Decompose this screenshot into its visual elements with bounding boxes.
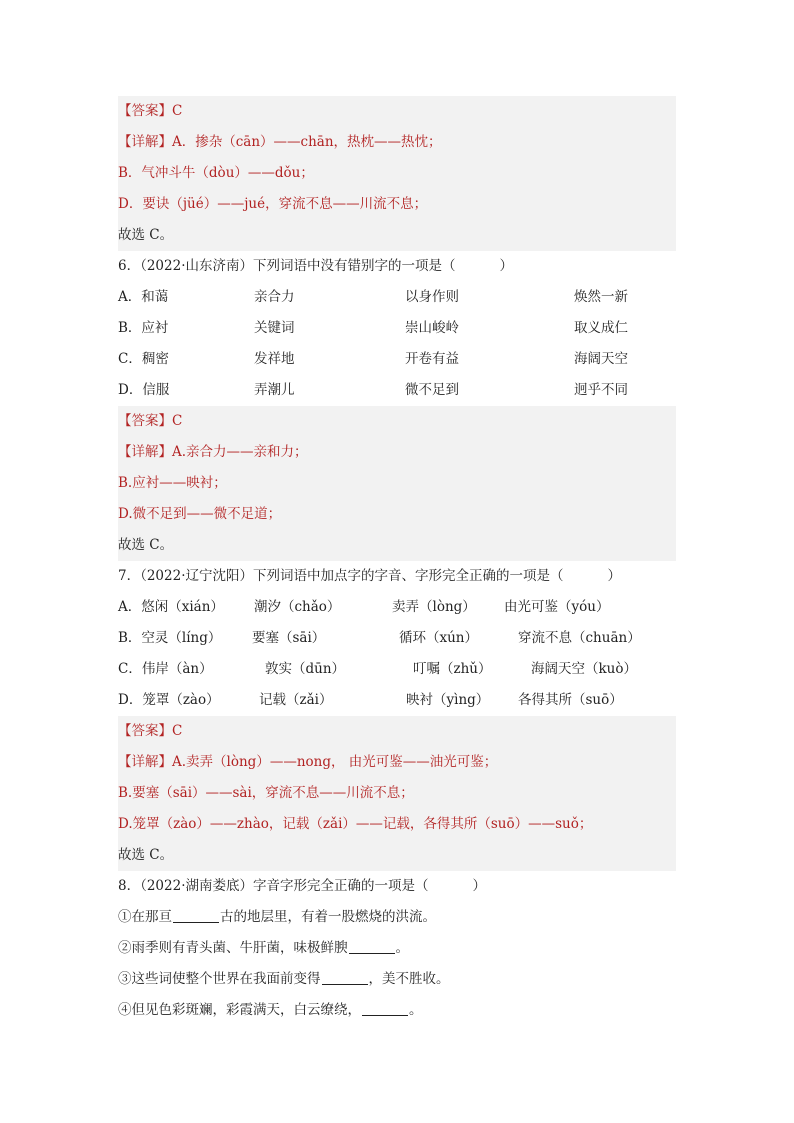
conclusion-text: 故选 C。	[118, 227, 174, 243]
q6-option-row	[118, 375, 676, 406]
q7-option-row	[118, 592, 676, 623]
q6-option-row	[118, 313, 676, 344]
option-cell: 循环（xún）	[399, 630, 479, 646]
question-stem: 7．（2022·辽宁沈阳）下列词语中加点字的字音、字形完全正确的一项是（	[118, 568, 564, 584]
option-cell: 映衬（yìng）	[406, 692, 490, 708]
option-cell: 微不足到	[405, 382, 459, 398]
question-stem-close: ）	[607, 568, 621, 584]
q6-option-row	[118, 282, 676, 313]
conclusion-text: 故选 C。	[118, 537, 174, 553]
q6-stem	[118, 251, 676, 282]
answer-tag: 【答案】	[118, 723, 172, 739]
item-text-after: 。	[409, 1002, 423, 1018]
q6-detail-line	[118, 499, 676, 530]
detail-text: A.亲合力——亲和力；	[172, 444, 308, 460]
answer-tag: 【答案】	[118, 103, 172, 119]
option-cell: 由光可鉴（yóu）	[504, 599, 610, 615]
q7-option-row	[118, 623, 676, 654]
detail-tag: 【详解】	[118, 444, 172, 460]
q7-stem	[118, 561, 676, 592]
detail-text: A.卖弄（lòng）——nong， 由光可鉴——油光可鉴；	[172, 754, 498, 770]
detail-text: D.微不足到——微不足道；	[118, 506, 282, 522]
option-cell: 海阔天空	[574, 351, 628, 367]
option-cell: 迥乎不同	[574, 382, 628, 398]
option-cell: 亲合力	[254, 289, 295, 305]
option-cell: D．笼罩（zào）	[118, 692, 220, 708]
fill-blank	[362, 1001, 408, 1016]
fill-blank	[322, 970, 368, 985]
item-text-after: ，美不胜收。	[368, 971, 450, 987]
option-cell: 弄潮儿	[254, 382, 295, 398]
detail-text: B.要塞（sāi）——sài，穿流不息——川流不息；	[118, 785, 414, 801]
q8-stem	[118, 871, 676, 902]
option-cell: C．稠密	[118, 351, 169, 367]
option-cell: 开卷有益	[405, 351, 459, 367]
fill-blank	[349, 939, 395, 954]
detail-text: D.笼罩（zào）——zhào，记载（zǎi）——记载，各得其所（suō）——suǒ；	[118, 816, 593, 832]
q8-item	[118, 933, 676, 964]
q6-detail-line	[118, 437, 676, 468]
item-text-after: 。	[395, 940, 409, 956]
conclusion-text: 故选 C。	[118, 847, 174, 863]
detail-text: B.应衬——映衬；	[118, 475, 227, 491]
detail-text: B．气冲斗牛（dòu）——dǒu；	[118, 165, 314, 181]
answer-value: C	[172, 103, 183, 119]
q8-item	[118, 902, 676, 933]
question-stem-close: ）	[499, 258, 513, 274]
fill-blank	[173, 908, 219, 923]
q8-item	[118, 964, 676, 995]
q7-option-row	[118, 654, 676, 685]
question-stem: 8．（2022·湖南娄底）字音字形完全正确的一项是（	[118, 878, 429, 894]
q7-detail-line	[118, 809, 676, 840]
q8-item	[118, 995, 676, 1026]
option-cell: 各得其所（suō）	[518, 692, 623, 708]
option-cell: 焕然一新	[574, 289, 628, 305]
item-text-before: ④但见色彩斑斓，彩霞满天，白云缭绕，	[118, 1002, 361, 1018]
option-cell: A．和蔼	[118, 289, 169, 305]
option-cell: C．伟岸（àn）	[118, 661, 213, 677]
q7-detail-line	[118, 747, 676, 778]
answer-value: C	[172, 723, 183, 739]
option-cell: B．应衬	[118, 320, 169, 336]
q5-detail-line	[118, 189, 676, 220]
detail-text: D．要诀（jüé）——jué，穿流不息——川流不息；	[118, 196, 428, 212]
option-cell: 以身作则	[405, 289, 459, 305]
q7-option-row	[118, 685, 676, 716]
answer-tag: 【答案】	[118, 413, 172, 429]
option-cell: 穿流不息（chuān）	[518, 630, 641, 646]
question-stem: 6．（2022·山东济南）下列词语中没有错别字的一项是（	[118, 258, 456, 274]
option-cell: 关键词	[254, 320, 295, 336]
detail-text: A．掺杂（cān）——chān，热枕——热忱；	[172, 134, 442, 150]
option-cell: 要塞（sāi）	[252, 630, 326, 646]
option-cell: A．悠闲（xián）	[118, 599, 224, 615]
q5-detail-line	[118, 158, 676, 189]
q5-detail-line	[118, 127, 676, 158]
option-cell: 记载（zǎi）	[259, 692, 333, 708]
q5-answer-line	[118, 96, 676, 127]
q6-detail-line	[118, 468, 676, 499]
document-page	[118, 96, 676, 1026]
option-cell: 取义成仁	[574, 320, 628, 336]
item-text-before: ③这些词使整个世界在我面前变得	[118, 971, 321, 987]
option-cell: 叮嘱（zhǔ）	[413, 661, 492, 677]
item-text-before: ②雨季则有青头菌、牛肝菌，味极鲜腴	[118, 940, 348, 956]
item-text-after: 古的地层里，有着一股燃烧的洪流。	[220, 909, 436, 925]
q7-conclusion	[118, 840, 676, 871]
q6-conclusion	[118, 530, 676, 561]
option-cell: D．信服	[118, 382, 170, 398]
question-stem-close: ）	[472, 878, 486, 894]
q6-option-row	[118, 344, 676, 375]
option-cell: 卖弄（lòng）	[392, 599, 476, 615]
q5-conclusion	[118, 220, 676, 251]
option-cell: 敦实（dūn）	[265, 661, 346, 677]
q6-answer-line	[118, 406, 676, 437]
q7-answer-line	[118, 716, 676, 747]
detail-tag: 【详解】	[118, 754, 172, 770]
q7-detail-line	[118, 778, 676, 809]
answer-value: C	[172, 413, 183, 429]
item-text-before: ①在那亘	[118, 909, 172, 925]
option-cell: 潮汐（chǎo）	[254, 599, 341, 615]
option-cell: 发祥地	[254, 351, 295, 367]
option-cell: B．空灵（líng）	[118, 630, 222, 646]
option-cell: 崇山峻岭	[405, 320, 459, 336]
detail-tag: 【详解】	[118, 134, 172, 150]
option-cell: 海阔天空（kuò）	[531, 661, 638, 677]
